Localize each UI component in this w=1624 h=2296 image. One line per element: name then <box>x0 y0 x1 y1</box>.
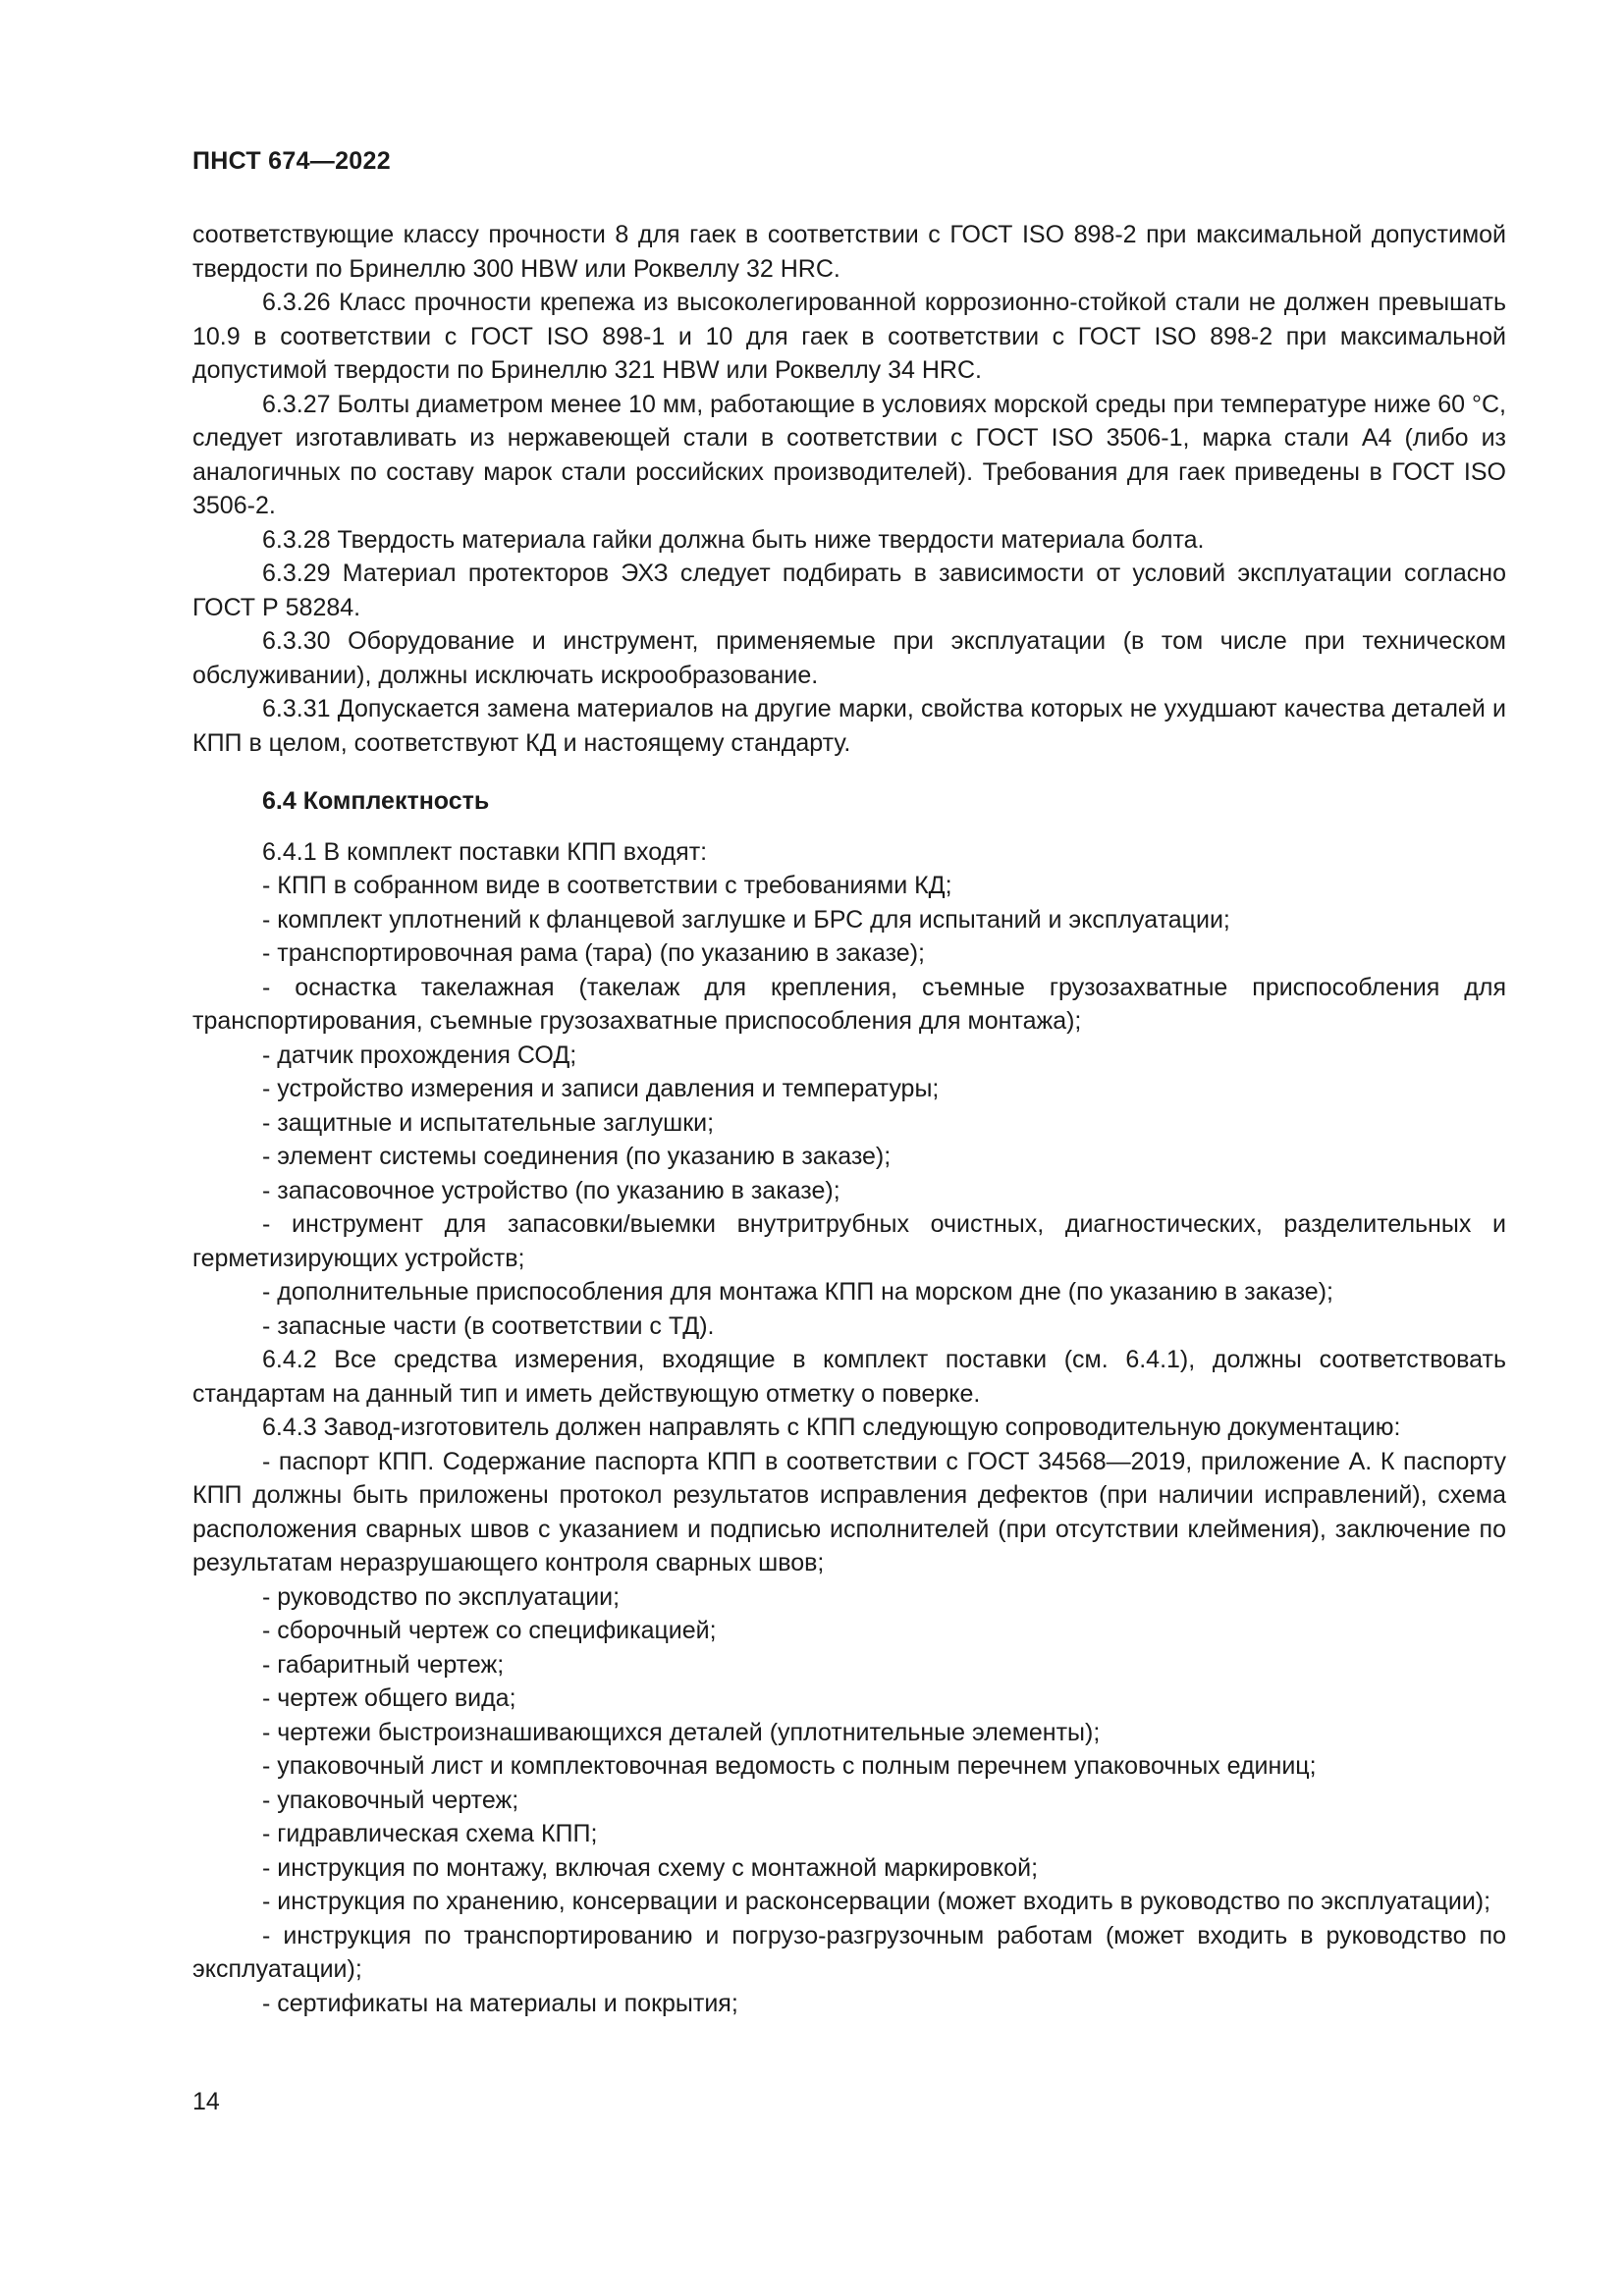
list-item: - гидравлическая схема КПП; <box>262 1820 598 1847</box>
list-item: - датчик прохождения СОД; <box>262 1041 577 1069</box>
list-item: - инструкция по хранению, консервации и расконсервации (может входить в руководство по эксплуатации); <box>262 1888 1491 1915</box>
list-item: - запасные части (в соответствии с ТД). <box>262 1311 715 1340</box>
page-number: 14 <box>192 2088 220 2115</box>
paragraph: 6.3.28 Твердость материала гайки должна быть ниже твердости материала болта. <box>262 525 1205 554</box>
document-body <box>192 218 1506 2020</box>
list-item: - защитные и испытательные заглушки; <box>262 1108 715 1137</box>
paragraph: соответствующие классу прочности 8 для гаек в соответствии с ГОСТ ISO 898-2 при максимальной допустимой твердости по Бринеллю 300 HBW или Роквеллу 32 HRC. <box>192 221 1506 283</box>
list-item: - сертификаты на материалы и покрытия; <box>262 1989 738 2017</box>
list-item: - элемент системы соединения (по указанию в заказе); <box>262 1143 892 1170</box>
section-title: 6.4 Комплектность <box>262 787 490 815</box>
paragraph: 6.3.31 Допускается замена материалов на другие марки, свойства которых не ухудшают качества деталей и КПП в целом, соответствуют КД и настоящему стандарту. <box>192 695 1506 757</box>
list-item: - упаковочный лист и комплектовочная ведомость с полным перечнем упаковочных единиц; <box>262 1752 1317 1780</box>
list-item: - инструкция по транспортированию и погрузо-разгрузочным работам (может входить в руководство по эксплуатации); <box>192 1921 1506 1983</box>
list-item: - инструмент для запасовки/выемки внутритрубных очистных, диагностических, разделительных и герметизирующих устройств; <box>192 1210 1506 1272</box>
list-item: - дополнительные приспособления для монтажа КПП на морском дне (по указанию в заказе); <box>262 1278 1333 1306</box>
list-item: - инструкция по монтажу, включая схему с монтажной маркировкой; <box>262 1853 1039 1882</box>
list-item: - паспорт КПП. Содержание паспорта КПП в соответствии с ГОСТ 34568—2019, приложение А. К паспорту КПП должны быть приложены протокол результатов исправления дефектов (при наличии исправлений), схема расположения сварных швов с указанием и подписью исполнителей (при отсутствии клеймения), заключение по результатам неразрушающего контроля сварных швов; <box>192 1447 1506 1576</box>
paragraph: 6.4.3 Завод-изготовитель должен направлять с КПП следующую сопроводительную документацию: <box>262 1414 1401 1441</box>
list-item: - сборочный чертеж со спецификацией; <box>262 1617 717 1644</box>
paragraph: 6.3.27 Болты диаметром менее 10 мм, работающие в условиях морской среды при температуре ниже 60 °С, следует изготавливать из нержавеющей стали в соответствии с ГОСТ ISO 3506-1, марка стали А4 (либо из аналогичных по составу марок стали российских производителей). Требования для гаек приведены в ГОСТ ISO 3506-2. <box>192 390 1506 519</box>
paragraph: 6.4.1 В комплект поставки КПП входят: <box>262 837 708 866</box>
list-item: - комплект уплотнений к фланцевой заглушке и БРС для испытаний и эксплуатации; <box>262 905 1230 934</box>
paragraph: 6.3.26 Класс прочности крепежа из высоколегированной коррозионно-стойкой стали не должен превышать 10.9 в соответствии с ГОСТ ISO 898-1 и 10 для гаек в соответствии с ГОСТ ISO 898-2 при максимальной допустимой твердости по Бринеллю 321 HBW или Роквеллу 34 HRC. <box>192 289 1506 384</box>
list-item: - чертежи быстроизнашивающихся деталей (уплотнительные элементы); <box>262 1718 1101 1746</box>
paragraph: 6.3.29 Материал протекторов ЭХЗ следует подбирать в зависимости от условий эксплуатации согласно ГОСТ Р 58284. <box>192 560 1506 621</box>
list-item: - оснастка такелажная (такелаж для крепления, съемные грузозахватные приспособления для транспортирования, съемные грузозахватные приспособления для монтажа); <box>192 973 1506 1035</box>
paragraph: 6.4.2 Все средства измерения, входящие в комплект поставки (см. 6.4.1), должны соответствовать стандартам на данный тип и иметь действующую отметку о поверке. <box>192 1346 1506 1408</box>
list-item: - упаковочный чертеж; <box>262 1786 519 1814</box>
list-item: - габаритный чертеж; <box>262 1650 505 1679</box>
list-item: - чертеж общего вида; <box>262 1684 516 1712</box>
list-item: - руководство по эксплуатации; <box>262 1582 621 1611</box>
document-header: ПНСТ 674—2022 <box>192 147 391 175</box>
list-item: - устройство измерения и записи давления и температуры; <box>262 1075 940 1102</box>
paragraph: 6.3.30 Оборудование и инструмент, применяемые при эксплуатации (в том числе при техническом обслуживании), должны исключать искрообразование. <box>192 627 1506 689</box>
list-item: - КПП в собранном виде в соответствии с требованиями КД; <box>262 872 952 899</box>
list-item: - запасовочное устройство (по указанию в заказе); <box>262 1176 840 1204</box>
list-item: - транспортировочная рама (тара) (по указанию в заказе); <box>262 939 925 967</box>
